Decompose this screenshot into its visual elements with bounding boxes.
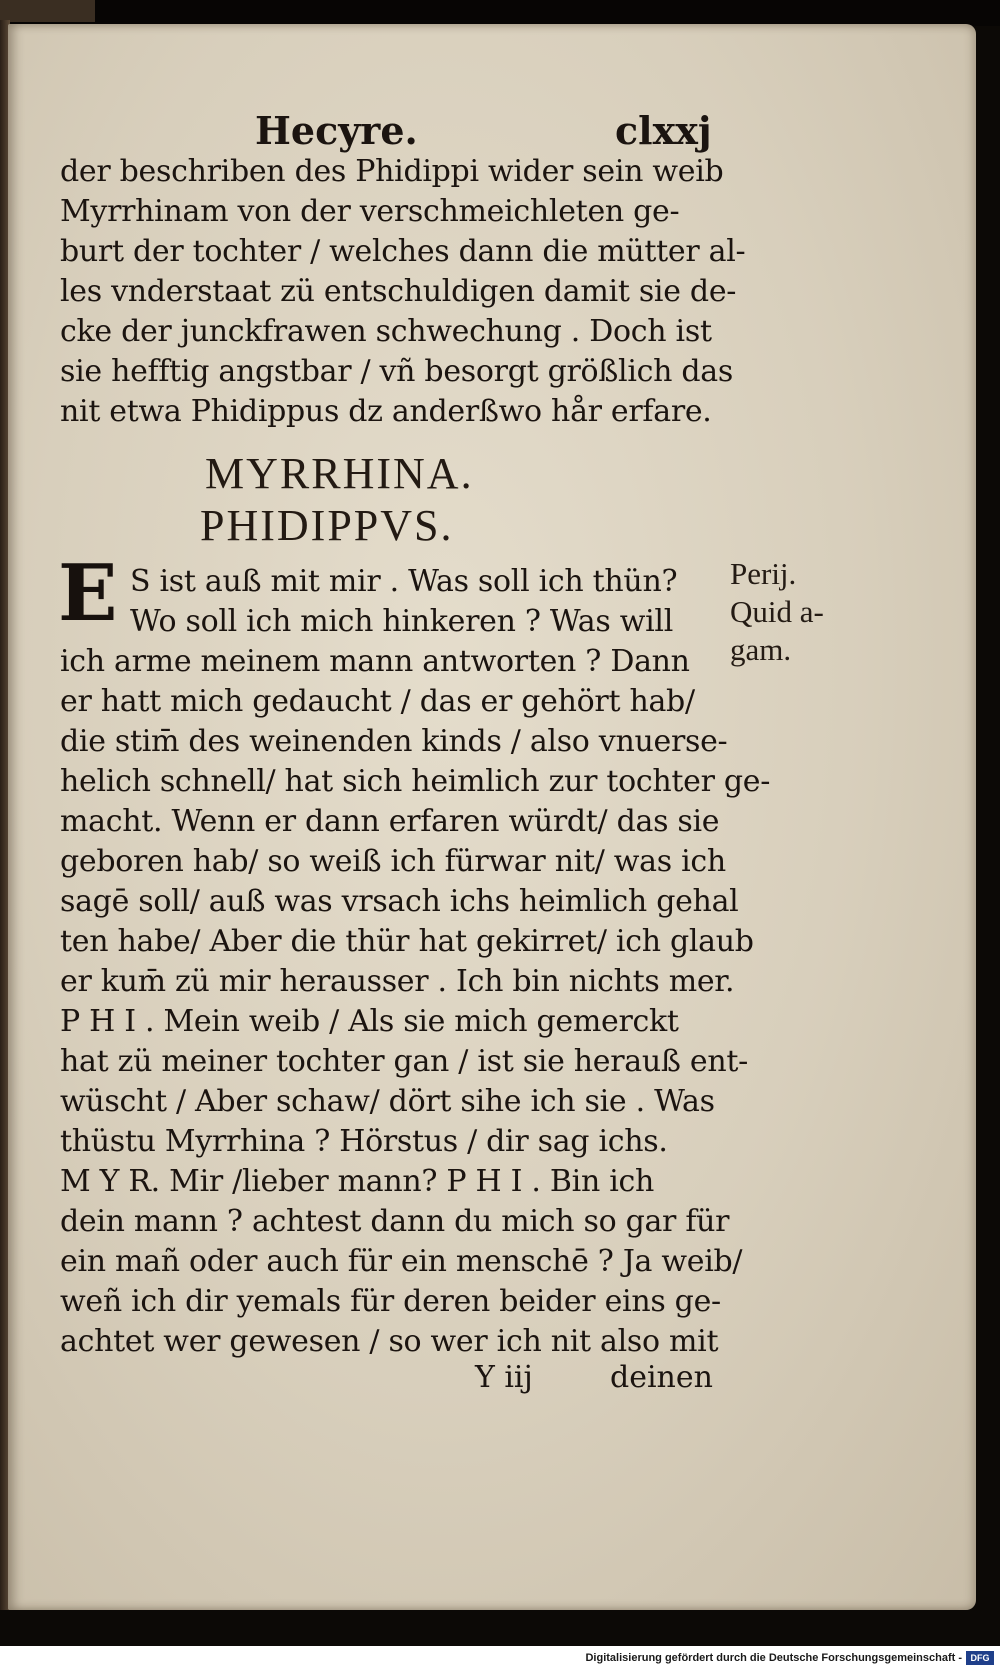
dialogue-line: weñ ich dir yemals für deren beider eins ge- [60, 1284, 721, 1319]
dialogue-line: er hatt mich gedaucht / das er gehört hab/ [60, 684, 695, 719]
dialogue-line: helich schnell/ hat sich heimlich zur tochter ge- [60, 764, 771, 799]
speaker-heading-phidippus: PHIDIPPVS. [200, 501, 454, 550]
dialogue-line: M Y R. Mir /lieber mann? P H I . Bin ich [60, 1164, 655, 1199]
dialogue-line: macht. Wenn er dann erfaren würdt/ das sie [60, 804, 720, 839]
margin-note: Quid a- [730, 594, 824, 629]
catchword: deinen [610, 1360, 713, 1395]
dialogue-line: dein mann ? achtest dann du mich so gar für [60, 1204, 730, 1239]
dialogue-line: die stim̄ des weinenden kinds / also vnuerse- [60, 724, 728, 759]
running-head: Hecyre. [255, 108, 418, 153]
dialogue-line: achtet wer gewesen / so wer ich nit also mit [60, 1324, 719, 1359]
dialogue-line: P H I . Mein weib / Als sie mich gemerckt [60, 1004, 679, 1039]
decorated-initial: E [58, 548, 118, 639]
dialogue-line: ein mañ oder auch für ein menschē ? Ja weib/ [60, 1244, 743, 1279]
dialogue-line: thüstu Myrrhina ? Hörstus / dir sag ichs. [60, 1124, 668, 1159]
dialogue-line: ten habe/ Aber die thür hat gekirret/ ich glaub [60, 924, 754, 959]
dfg-logo-icon: DFG [966, 1651, 994, 1665]
argument-line: nit etwa Phidippus dz anderßwo hår erfare. [60, 394, 712, 429]
argument-line: cke der junckfrawen schwechung . Doch ist [60, 314, 712, 349]
scan-top-border [0, 0, 1000, 26]
dialogue-line: ich arme meinem mann antworten ? Dann [60, 644, 690, 679]
argument-line: sie hefftig angstbar / vñ besorgt größlich das [60, 354, 733, 389]
argument-line: Myrrhinam von der verschmeichleten ge- [60, 194, 680, 229]
dialogue-line: wüscht / Aber schaw/ dört sihe ich sie . Was [60, 1084, 715, 1119]
dialogue-line: geboren hab/ so weiß ich fürwar nit/ was ich [60, 844, 726, 879]
digitization-footer [0, 1646, 1000, 1671]
dialogue-line: er kum̄ zü mir herausser . Ich bin nichts mer. [60, 964, 735, 999]
folio-number: clxxj [615, 108, 712, 153]
argument-line: les vnderstaat zü entschuldigen damit sie de- [60, 274, 737, 309]
argument-line: der beschriben des Phidippi wider sein weib [60, 154, 724, 189]
margin-note: gam. [730, 632, 792, 667]
dialogue-line: sagē soll/ auß was vrsach ichs heimlich gehal [60, 884, 739, 919]
dialogue-line: hat zü meiner tochter gan / ist sie herauß ent- [60, 1044, 748, 1079]
dfg-credit-text: Digitalisierung gefördert durch die Deutsche Forschungsgemeinschaft - [585, 1652, 962, 1664]
argument-line: burt der tochter / welches dann die mütter al- [60, 234, 746, 269]
book-edge-tab [0, 0, 95, 22]
margin-note: Perij. [730, 556, 797, 591]
signature-mark: Y iij [475, 1360, 533, 1395]
dialogue-line: S ist auß mit mir . Was soll ich thün? [130, 564, 678, 599]
dialogue-line: Wo soll ich mich hinkeren ? Was will [130, 604, 673, 639]
speaker-heading-myrrhina: MYRRHINA. [205, 449, 474, 498]
